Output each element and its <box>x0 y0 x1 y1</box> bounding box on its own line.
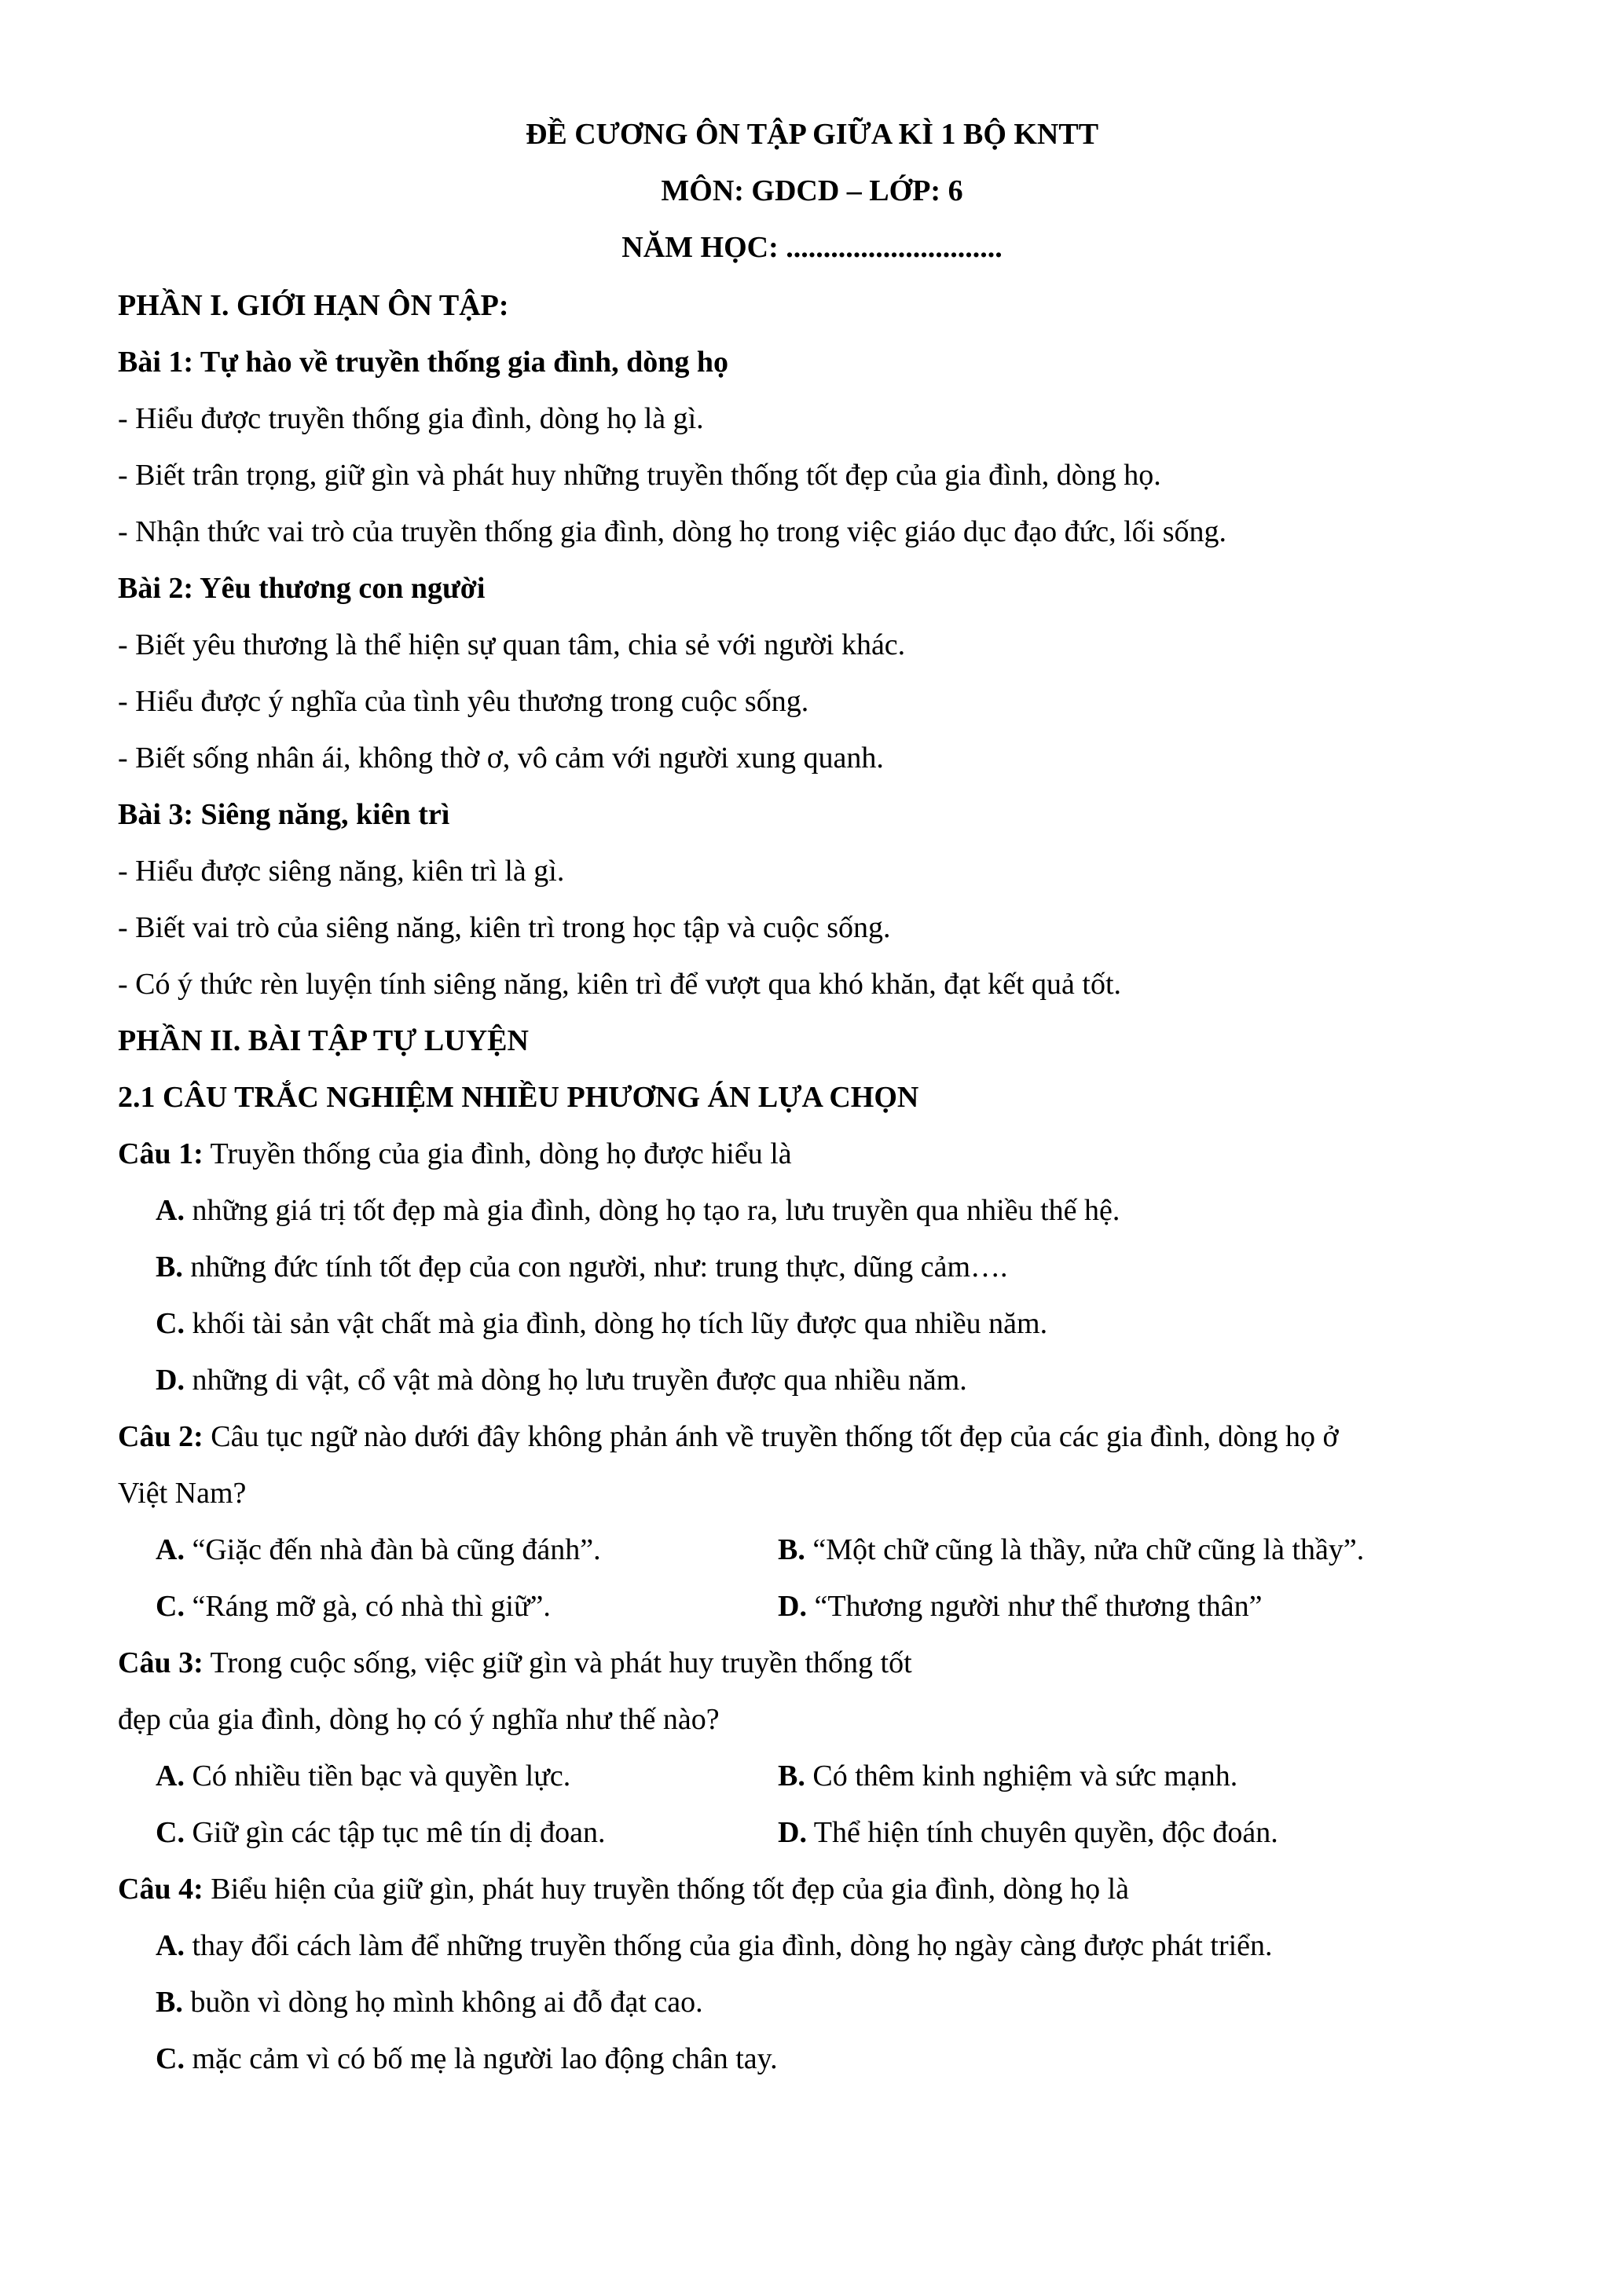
option-key: B. <box>778 1760 805 1792</box>
option-text: khối tài sản vật chất mà gia đình, dòng họ tích lũy được qua nhiều năm. <box>184 1307 1048 1340</box>
option-text: “Thương người như thể thương thân” <box>806 1590 1263 1623</box>
document-subject: MÔN: GDCD – LỚP: 6 <box>661 174 963 207</box>
option-key: C. <box>156 1307 185 1340</box>
option-text: thay đổi cách làm để những truyền thống của gia đình, dòng họ ngày càng được phát triển. <box>184 1929 1273 1962</box>
lesson-2-point: - Biết yêu thương là thể hiện sự quan tâm, chia sẻ với người khác. <box>118 628 906 661</box>
option <box>156 1365 967 1395</box>
option-key: C. <box>156 1590 185 1623</box>
option <box>156 2044 778 2074</box>
lesson-1-title: Bài 1: Tự hào về truyền thống gia đình, dòng họ <box>118 346 729 379</box>
option <box>156 1591 551 1621</box>
option-key: B. <box>778 1533 805 1566</box>
option <box>156 1987 703 2017</box>
lesson-2-point: - Hiểu được ý nghĩa của tình yêu thương trong cuộc sống. <box>118 685 809 718</box>
lesson-1-point: - Nhận thức vai trò của truyền thống gia đình, dòng họ trong việc giáo dục đạo đức, lối sống. <box>118 515 1226 548</box>
option-key: B. <box>156 1251 183 1283</box>
option-key: C. <box>156 1816 185 1849</box>
option-text: “Một chữ cũng là thầy, nửa chữ cũng là thầy”. <box>805 1533 1365 1566</box>
option <box>156 1818 606 1847</box>
lesson-1-point: - Biết trân trọng, giữ gìn và phát huy những truyền thống tốt đẹp của gia đình, dòng họ. <box>118 459 1161 492</box>
option-text: những đức tính tốt đẹp của con người, như: trung thực, dũng cảm…. <box>182 1251 1008 1283</box>
option-text: Có thêm kinh nghiệm và sức mạnh. <box>805 1760 1238 1792</box>
question-label: Câu 1: <box>118 1137 203 1170</box>
option-text: Thể hiện tính chuyên quyền, độc đoán. <box>806 1816 1278 1849</box>
section-heading: 2.1 CÂU TRẮC NGHIỆM NHIỀU PHƯƠNG ÁN LỰA CHỌN <box>118 1081 919 1114</box>
option-text: “Giặc đến nhà đàn bà cũng đánh”. <box>184 1533 601 1566</box>
option-text: “Ráng mỡ gà, có nhà thì giữ”. <box>184 1590 551 1623</box>
option <box>778 1535 1364 1565</box>
question-3 <box>118 1648 912 1678</box>
part1-heading: PHẦN I. GIỚI HẠN ÔN TẬP: <box>118 289 509 322</box>
question-text-continued: Việt Nam? <box>118 1477 247 1510</box>
option <box>156 1761 570 1791</box>
option-text: mặc cảm vì có bố mẹ là người lao động chân tay. <box>184 2042 778 2075</box>
document-title: ĐỀ CƯƠNG ÔN TẬP GIỮA KÌ 1 BỘ KNTT <box>525 118 1099 151</box>
option <box>156 1196 1120 1225</box>
part2-heading: PHẦN II. BÀI TẬP TỰ LUYỆN <box>118 1024 529 1057</box>
option <box>778 1591 1263 1621</box>
option-key: A. <box>156 1194 185 1227</box>
option <box>156 1252 1008 1282</box>
lesson-3-point: - Hiểu được siêng năng, kiên trì là gì. <box>118 855 565 888</box>
option-text: những giá trị tốt đẹp mà gia đình, dòng họ tạo ra, lưu truyền qua nhiều thế hệ. <box>184 1194 1120 1227</box>
question-text-continued: đẹp của gia đình, dòng họ có ý nghĩa như thế nào? <box>118 1703 720 1736</box>
option-text: buồn vì dòng họ mình không ai đỗ đạt cao. <box>182 1986 703 2019</box>
lesson-2-point: - Biết sống nhân ái, không thờ ơ, vô cảm với người xung quanh. <box>118 742 884 774</box>
lesson-1-point: - Hiểu được truyền thống gia đình, dòng họ là gì. <box>118 402 704 435</box>
question-1 <box>118 1139 792 1169</box>
question-2 <box>118 1422 1339 1452</box>
option <box>156 1931 1273 1961</box>
option <box>156 1309 1047 1338</box>
option-text: những di vật, cổ vật mà dòng họ lưu truyền được qua nhiều năm. <box>184 1364 967 1397</box>
option-key: B. <box>156 1986 183 2019</box>
option <box>778 1761 1237 1791</box>
option <box>778 1818 1278 1847</box>
lesson-2-title: Bài 2: Yêu thương con người <box>118 572 486 605</box>
question-label: Câu 3: <box>118 1646 203 1679</box>
lesson-3-point: - Biết vai trò của siêng năng, kiên trì trong học tập và cuộc sống. <box>118 911 891 944</box>
lesson-3-title: Bài 3: Siêng năng, kiên trì <box>118 798 450 831</box>
question-4 <box>118 1874 1129 1904</box>
option-key: A. <box>156 1533 185 1566</box>
option-key: D. <box>156 1364 185 1397</box>
option-key: D. <box>778 1590 807 1623</box>
option <box>156 1535 601 1565</box>
lesson-3-point: - Có ý thức rèn luyện tính siêng năng, kiên trì để vượt qua khó khăn, đạt kết quả tốt. <box>118 968 1122 1001</box>
document-year: NĂM HỌC: ............................. <box>621 231 1003 264</box>
question-text: Trong cuộc sống, việc giữ gìn và phát huy truyền thống tốt <box>203 1646 912 1679</box>
option-key: A. <box>156 1760 185 1792</box>
question-text: Truyền thống của gia đình, dòng họ được hiểu là <box>203 1137 792 1170</box>
option-text: Có nhiều tiền bạc và quyền lực. <box>184 1760 571 1792</box>
question-label: Câu 2: <box>118 1420 203 1453</box>
question-text: Câu tục ngữ nào dưới đây không phản ánh về truyền thống tốt đẹp của các gia đình, dòng họ ở <box>203 1420 1339 1453</box>
question-label: Câu 4: <box>118 1873 203 1906</box>
option-key: C. <box>156 2042 185 2075</box>
option-key: A. <box>156 1929 185 1962</box>
question-text: Biểu hiện của giữ gìn, phát huy truyền thống tốt đẹp của gia đình, dòng họ là <box>203 1873 1130 1906</box>
option-key: D. <box>778 1816 807 1849</box>
option-text: Giữ gìn các tập tục mê tín dị đoan. <box>184 1816 606 1849</box>
